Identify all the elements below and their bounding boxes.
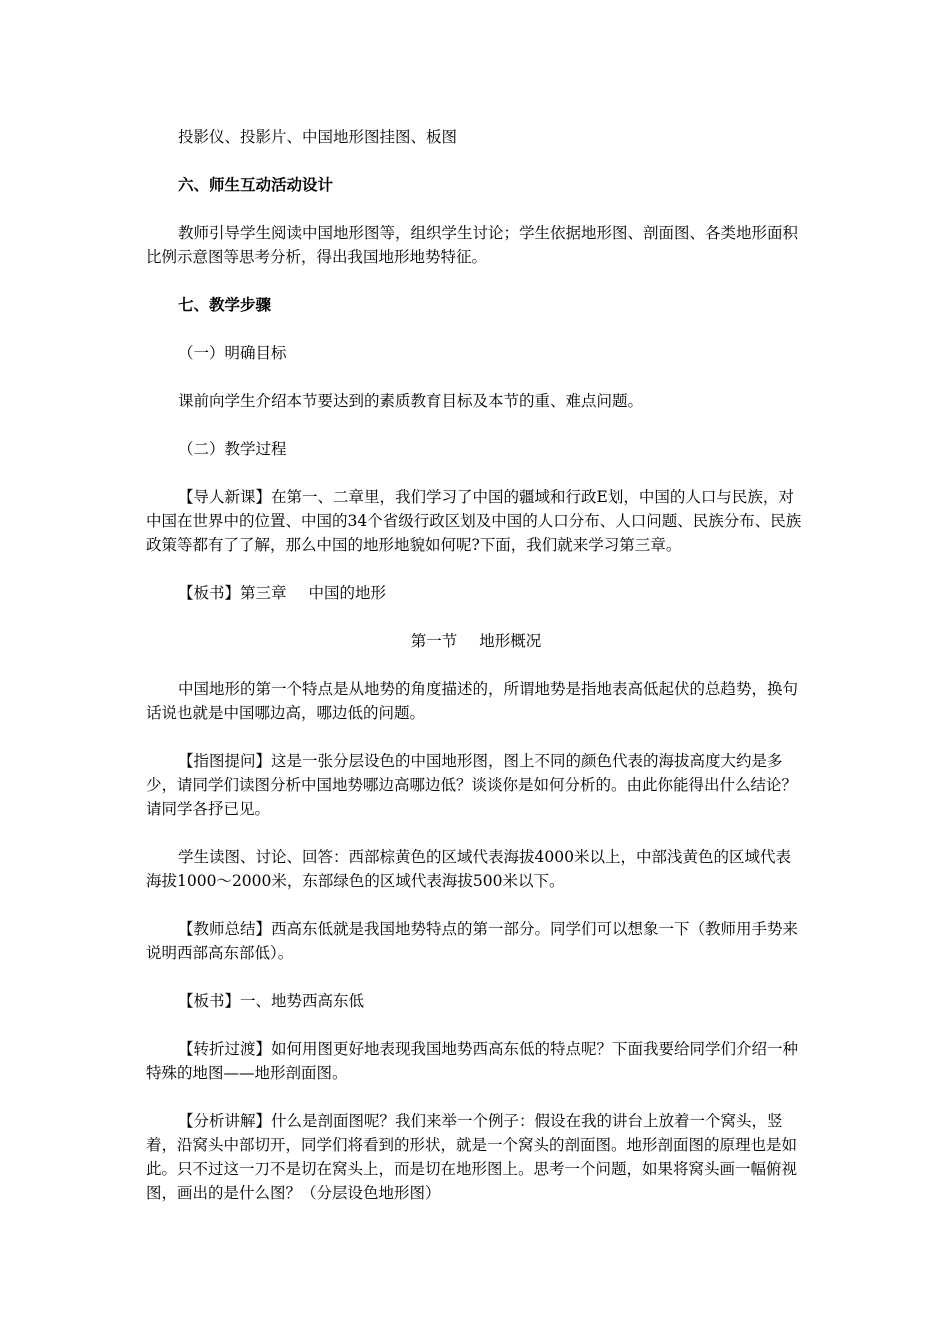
analysis-paragraph: 【分析讲解】什么是剖面图呢？我们来举一个例子：假设在我的讲台上放着一个窝头，竖着，沿窝头中部切开，同学们将看到的形状，就是一个窝头的剖面图。地形剖面图的原理也是如此。只不过这一刀不是切在窝头上，而是切在地形图上。思考一个问题，如果将窝头画一幅俯视图，画出的是什么图？（分层设色地形图）: [146, 1112, 798, 1202]
materials-paragraph: 投影仪、投影片、中国地形图挂图、板图: [178, 128, 458, 146]
subheading-process: （二）教学过程: [178, 440, 287, 458]
section-heading-six: 六、师生互动活动设计: [178, 175, 334, 194]
board-chapter-title: 中国的地形: [308, 584, 387, 602]
student-answer-paragraph: 学生读图、讨论、回答：西部棕黄色的区域代表海拔4000米以上，中部浅黄色的区域代表海拔1000～2000米，东部绿色的区域代表海拔500米以下。: [146, 848, 791, 890]
section-title-line: [146, 629, 806, 653]
terrain-feature-paragraph: 中国地形的第一个特点是从地势的角度描述的，所谓地势是指地表高低起伏的总趋势，换句话说也就是中国哪边高，哪边低的问题。: [146, 680, 799, 722]
teacher-summary-paragraph: 【教师总结】西高东低就是我国地势特点的第一部分。同学们可以想象一下（教师用手势来说明西部高东部低）。: [146, 920, 799, 962]
section-heading-seven: 七、教学步骤: [178, 295, 272, 314]
goals-paragraph: 课前向学生介绍本节要达到的素质教育目标及本节的重、难点问题。: [178, 392, 644, 410]
board-chapter-line: [146, 581, 806, 605]
intro-paragraph: 【导人新课】在第一、二章里，我们学习了中国的疆域和行政E划，中国的人口与民族，对中国在世界中的位置、中国的34个省级行政区划及中国的人口分布、人口问题、民族分布、民族政策等都有了了解，那么中国的地形地貌如何呢?下面，我们就来学习第三章。: [146, 488, 802, 554]
subheading-goals: （一）明确目标: [178, 344, 287, 362]
board-chapter-label: 【板书】第三章: [178, 584, 287, 602]
interaction-design-paragraph: 教师引导学生阅读中国地形图等，组织学生讨论；学生依据地形图、剖面图、各类地形面积比例示意图等思考分析，得出我国地形地势特征。: [146, 224, 799, 266]
transition-paragraph: 【转折过渡】如何用图更好地表现我国地势西高东低的特点呢？下面我要给同学们介绍一种特殊的地图——地形剖面图。: [146, 1040, 799, 1082]
map-question-paragraph: 【指图提问】这是一张分层设色的中国地形图，图上不同的颜色代表的海拔高度大约是多少，请同学们读图分析中国地势哪边高哪边低？谈谈你是如何分析的。由此你能得出什么结论？请同学各抒已见。: [146, 752, 798, 818]
section-title: 地形概况: [479, 632, 542, 650]
board-west-high-line: 【板书】一、地势西高东低: [178, 992, 365, 1010]
section-number: 第一节: [410, 632, 458, 650]
